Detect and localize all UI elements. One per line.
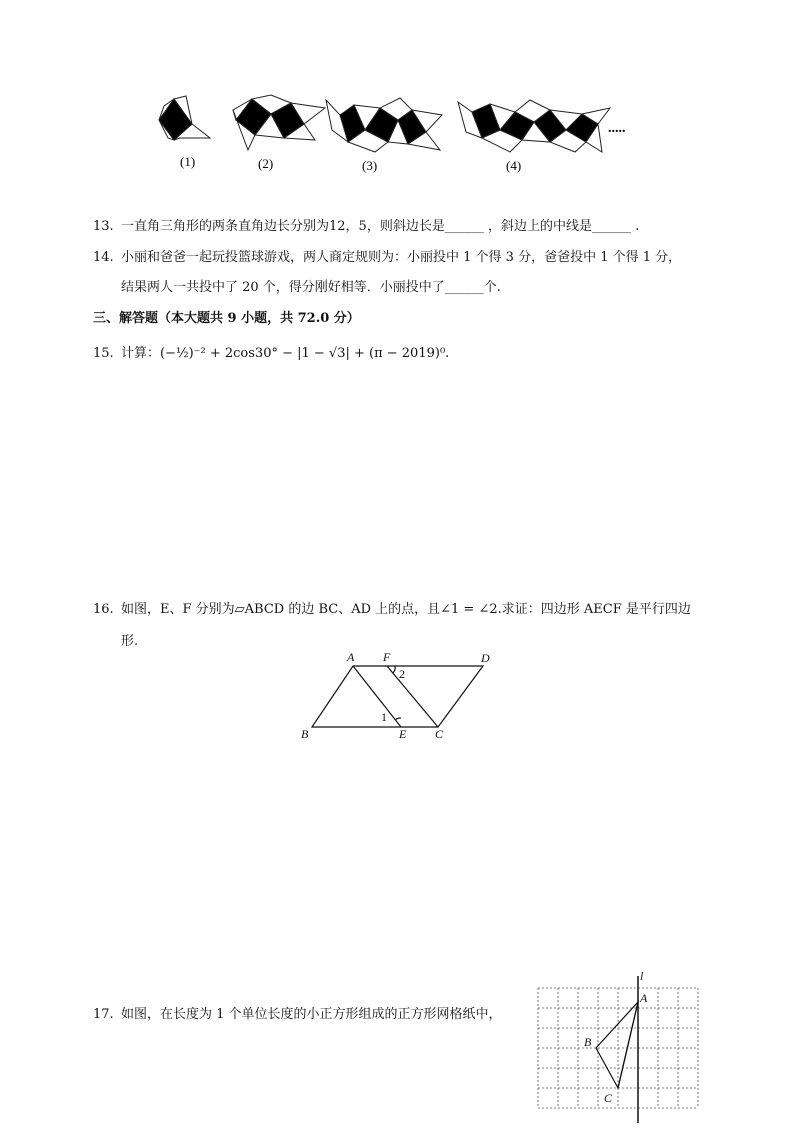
segment-ae [353, 666, 401, 727]
pattern-3 [326, 98, 442, 152]
triangle-abc [596, 1002, 638, 1088]
question-17-text: 如图，在长度为 1 个单位长度的小正方形组成的正方形网格纸中， [121, 1007, 502, 1022]
pattern-label-3: (3) [362, 158, 378, 173]
parallelogram-figure [295, 648, 505, 743]
question-15-number: 15. [93, 346, 114, 361]
parallelogram-svg [295, 648, 505, 743]
question-14-line1: 小丽和爸爸一起玩投篮球游戏，两人商定规则为：小丽投中 1 个得 3 分，爸爸投中 1 个得 1 分， [121, 250, 682, 265]
label-c: C [435, 727, 444, 741]
section-3-title: 三、解答题（本大题共 9 小题，共 72.0 分） [93, 311, 360, 326]
question-13-number: 13. [93, 219, 114, 234]
question-16-number: 16. [93, 602, 114, 617]
pattern-1 [159, 96, 210, 140]
label-a: A [347, 650, 355, 664]
grid-figure [530, 968, 710, 1123]
pattern-label-1: (1) [180, 154, 196, 169]
segment-fc [387, 666, 438, 727]
question-17-number: 17. [93, 1007, 114, 1022]
label-b: B [301, 727, 309, 741]
question-13 [93, 215, 639, 234]
label-a: A [640, 991, 648, 1005]
pattern-2 [233, 95, 325, 150]
question-17 [93, 1003, 502, 1022]
question-14-number: 14. [93, 250, 114, 265]
label-c: C [604, 1091, 613, 1105]
label-e: E [399, 727, 407, 741]
pattern-label-2: (2) [258, 156, 274, 171]
label-b: B [584, 1035, 592, 1049]
pattern-4 [458, 100, 610, 152]
label-angle-1: 1 [381, 710, 387, 724]
question-13-text: 一直角三角形的两条直角边长分别为12，5，则斜边长是______ ，斜边上的中线是______ . [121, 219, 640, 234]
angle-2-arc [393, 666, 395, 673]
segment-ac [618, 1002, 638, 1088]
pattern-figure-svg [150, 90, 650, 180]
question-16-line1: 如图，E、F 分别为▱ABCD 的边 BC、AD 上的点，且∠1 = ∠2.求证：四边形 AECF 是平行四边 [121, 602, 691, 617]
label-d: D [481, 651, 490, 665]
question-15-text: 计算：(−½)⁻² + 2cos30° − |1 − √3| + (π − 2019)⁰. [121, 346, 450, 361]
angle-1-arc [395, 718, 401, 720]
grid-lines [538, 988, 698, 1108]
question-16 [93, 598, 691, 617]
label-f: F [383, 650, 391, 664]
label-l: l [640, 969, 644, 983]
pattern-figure [150, 90, 650, 180]
label-angle-2: 2 [399, 667, 405, 681]
pattern-label-4: (4) [506, 158, 522, 173]
grid-svg [530, 968, 710, 1123]
question-16-line2: 形. [121, 634, 139, 649]
pattern-ellipsis: ..... [608, 121, 626, 136]
question-14 [93, 246, 681, 265]
question-14-line2: 结果两人一共投中了 20 个，得分刚好相等．小丽投中了______个. [121, 280, 501, 295]
question-15 [93, 342, 449, 361]
